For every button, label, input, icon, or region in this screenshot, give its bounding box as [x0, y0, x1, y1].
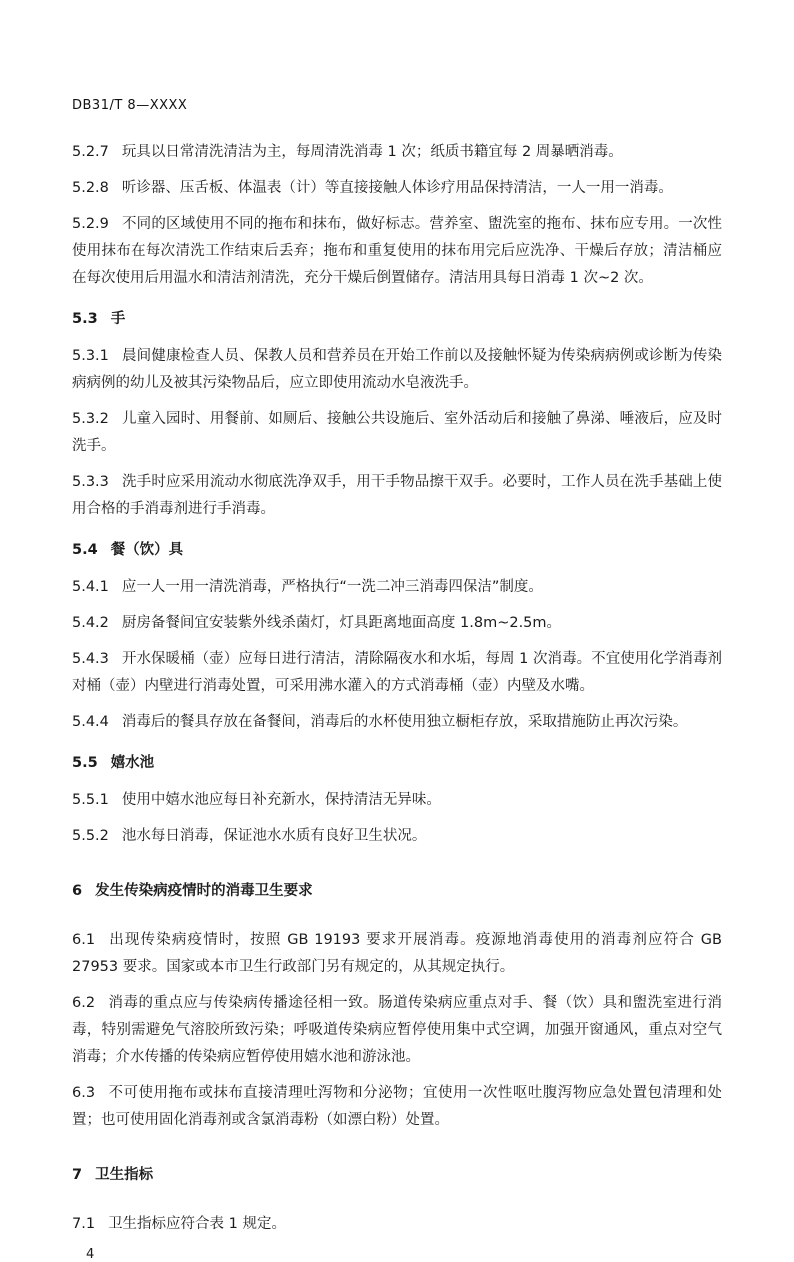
clause-number: 5.5.1 — [72, 792, 109, 808]
chapter-number: 6 — [72, 883, 83, 899]
chapter-heading-6 — [72, 878, 722, 905]
clause-text: 卫生指标应符合表 1 规定。 — [108, 1216, 287, 1232]
clause-number: 5.3.3 — [72, 474, 109, 490]
clause-5-3-3 — [72, 469, 722, 523]
clause-5-2-7 — [72, 139, 722, 166]
clause-text: 不可使用拖布或抹布直接清理吐泻物和分泌物；宜使用一次性呕吐腹泻物应急处置包清理和处置；也可使用固化消毒剂或含氯消毒粉（如漂白粉）处置。 — [72, 1085, 722, 1128]
section-number: 5.4 — [72, 542, 98, 558]
clause-number: 7.1 — [72, 1216, 96, 1232]
clause-text: 玩具以日常清洗清洁为主，每周清洗消毒 1 次；纸质书籍宜每 2 周暴晒消毒。 — [121, 144, 623, 160]
section-title: 餐（饮）具 — [110, 542, 184, 558]
clause-text: 使用中嬉水池应每日补充新水，保持清洁无异味。 — [121, 792, 441, 808]
section-heading-5-5 — [72, 750, 722, 777]
document-header: DB31/T 8—XXXX — [72, 98, 188, 113]
clause-text: 厨房备餐间宜安装紫外线杀菌灯，灯具距离地面高度 1.8m~2.5m。 — [121, 615, 562, 631]
chapter-title: 发生传染病疫情时的消毒卫生要求 — [95, 883, 313, 899]
clause-number: 5.2.9 — [72, 216, 109, 232]
clause-number: 5.3.2 — [72, 411, 109, 427]
clause-number: 5.2.7 — [72, 144, 109, 160]
clause-number: 6.3 — [72, 1085, 96, 1101]
clause-5-3-1 — [72, 343, 722, 397]
page-number: 4 — [86, 1247, 95, 1262]
clause-number: 6.1 — [72, 932, 96, 948]
clause-text: 听诊器、压舌板、体温表（计）等直接接触人体诊疗用品保持清洁，一人一用一消毒。 — [121, 180, 673, 196]
section-title: 嬉水池 — [110, 755, 155, 771]
clause-6-3 — [72, 1080, 722, 1134]
clause-text: 消毒的重点应与传染病传播途径相一致。肠道传染病应重点对手、餐（饮）具和盥洗室进行消毒，特别需避免气溶胶所致污染；呼吸道传染病应暂停使用集中式空调，加强开窗通风，重点对空气消毒；介水传播的传染病应暂停使用嬉水池和游泳池。 — [72, 995, 722, 1065]
clause-5-2-9 — [72, 211, 722, 292]
chapter-title: 卫生指标 — [95, 1167, 154, 1183]
chapter-heading-7 — [72, 1162, 722, 1189]
clause-text: 开水保暖桶（壶）应每日进行清洁，清除隔夜水和水垢，每周 1 次消毒。不宜使用化学消毒剂对桶（壶）内壁进行消毒处置，可采用沸水灌入的方式消毒桶（壶）内壁及水嘴。 — [72, 651, 722, 694]
clause-number: 5.3.1 — [72, 348, 109, 364]
clause-number: 6.2 — [72, 995, 96, 1011]
clause-text: 池水每日消毒，保证池水水质有良好卫生状况。 — [121, 828, 427, 844]
section-number: 5.3 — [72, 311, 98, 327]
clause-text: 消毒后的餐具存放在备餐间，消毒后的水杯使用独立橱柜存放，采取措施防止再次污染。 — [121, 714, 688, 730]
document-body — [72, 139, 722, 1238]
section-number: 5.5 — [72, 755, 98, 771]
clause-text: 洗手时应采用流动水彻底洗净双手，用干手物品擦干双手。必要时，工作人员在洗手基础上使用合格的手消毒剂进行手消毒。 — [72, 474, 722, 517]
clause-number: 5.4.4 — [72, 714, 109, 730]
section-heading-5-3 — [72, 306, 722, 333]
clause-5-5-1 — [72, 787, 722, 814]
section-heading-5-4 — [72, 537, 722, 564]
clause-5-4-3 — [72, 646, 722, 700]
section-title: 手 — [110, 311, 126, 327]
clause-5-4-1 — [72, 574, 722, 601]
clause-number: 5.4.1 — [72, 579, 109, 595]
clause-number: 5.5.2 — [72, 828, 109, 844]
chapter-number: 7 — [72, 1167, 83, 1183]
clause-text: 应一人一用一清洗消毒，严格执行“一洗二冲三消毒四保洁”制度。 — [121, 579, 543, 595]
clause-text: 出现传染病疫情时，按照 GB 19193 要求开展消毒。疫源地消毒使用的消毒剂应符合 GB 27953 要求。国家或本市卫生行政部门另有规定的，从其规定执行。 — [72, 932, 722, 975]
clause-6-2 — [72, 990, 722, 1071]
clause-5-4-2 — [72, 610, 722, 637]
clause-7-1 — [72, 1211, 722, 1238]
clause-5-3-2 — [72, 406, 722, 460]
clause-5-2-8 — [72, 175, 722, 202]
clause-text: 不同的区域使用不同的拖布和抹布，做好标志。营养室、盥洗室的拖布、抹布应专用。一次性使用抹布在每次清洗工作结束后丢弃；拖布和重复使用的抹布用完后应洗净、干燥后存放；清洁桶应在每次使用后用温水和清洁剂清洗，充分干燥后倒置储存。清洁用具每日消毒 1 次~2 次。 — [72, 216, 722, 286]
clause-6-1 — [72, 927, 722, 981]
clause-number: 5.4.3 — [72, 651, 109, 667]
clause-5-5-2 — [72, 823, 722, 850]
clause-5-4-4 — [72, 709, 722, 736]
clause-number: 5.2.8 — [72, 180, 109, 196]
clause-number: 5.4.2 — [72, 615, 109, 631]
clause-text: 儿童入园时、用餐前、如厕后、接触公共设施后、室外活动后和接触了鼻涕、唾液后，应及时洗手。 — [72, 411, 722, 454]
clause-text: 晨间健康检查人员、保教人员和营养员在开始工作前以及接触怀疑为传染病病例或诊断为传染病病例的幼儿及被其污染物品后，应立即使用流动水皂液洗手。 — [72, 348, 722, 391]
